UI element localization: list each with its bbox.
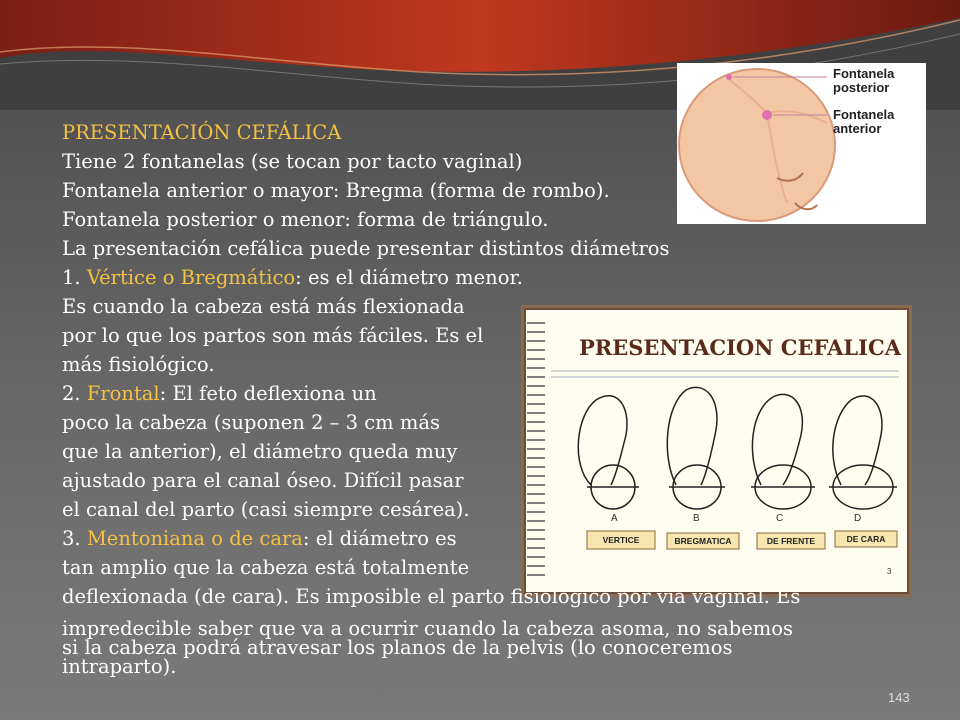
label-vertice: VERTICE [602, 535, 640, 545]
text-line: La presentación cefálica puede presentar distintos diámetros [62, 237, 670, 260]
text-line: Tiene 2 fontanelas (se tocan por tacto vaginal) [62, 150, 523, 173]
label-posterior-line1: Fontanela [833, 66, 895, 81]
letter-c: C [776, 513, 784, 524]
text-line: el canal del parto (casi siempre cesárea). [62, 498, 470, 521]
item-number: 1. [62, 266, 87, 289]
page-number: 143 [888, 690, 910, 705]
label-bregmatica: BREGMATICA [674, 536, 732, 546]
item-number: 3. [62, 527, 87, 550]
label-de-cara: DE CARA [846, 534, 886, 544]
item-number: 2. [62, 382, 87, 405]
tail-paragraph [62, 619, 922, 676]
text-line: intraparto). [62, 655, 177, 678]
text-line: por lo que los partos son más fáciles. Es el [62, 324, 484, 347]
label-posterior-line2: posterior [833, 80, 890, 95]
item-rest: : el diámetro es [302, 527, 457, 550]
text-line: Es cuando la cabeza está más flexionada [62, 295, 465, 318]
item-mentoniana [62, 524, 922, 553]
text-line: ajustado para el canal óseo. Difícil pasar [62, 469, 464, 492]
item-rest: : es el diámetro menor. [295, 266, 523, 289]
letter-d: D [854, 513, 862, 524]
item-frontal [62, 379, 922, 408]
item-rest: : El feto deflexiona un [159, 382, 377, 405]
text-line: Fontanela anterior o mayor: Bregma (forma de rombo). [62, 179, 610, 202]
notebook-page-mark: 3 [887, 567, 892, 576]
slide-body [62, 118, 922, 676]
slide-title: PRESENTACIÓN CEFÁLICA [62, 121, 342, 144]
presentation-figure-title: PRESENTACION CEFALICA [579, 335, 902, 360]
letter-a: A [611, 513, 618, 524]
label-fontanela-posterior [833, 67, 894, 95]
label-anterior-line1: Fontanela [833, 107, 895, 122]
text-line: deflexionada (de cara). Es imposible el parto fisiológico por vía vaginal. Es [62, 585, 801, 608]
item-vertice [62, 263, 922, 292]
letter-b: B [693, 513, 700, 524]
item-highlight: Mentoniana o de cara [86, 527, 303, 550]
text-line: Fontanela posterior o menor: forma de triángulo. [62, 208, 549, 231]
text-line: poco la cabeza (suponen 2 – 3 cm más [62, 411, 440, 434]
label-anterior-line2: anterior [833, 121, 882, 136]
item-highlight: Frontal [86, 382, 160, 405]
text-line: impredecible saber que va a ocurrir cuando la cabeza asoma, no sabemos [62, 617, 794, 640]
text-line: si la cabeza podrá atravesar los planos de la pelvis (lo conoceremos [62, 636, 733, 659]
item-highlight: Vértice o Bregmático [86, 266, 296, 289]
label-de-frente: DE FRENTE [766, 536, 816, 546]
text-line: más fisiológico. [62, 353, 215, 376]
text-line: que la anterior), el diámetro queda muy [62, 440, 458, 463]
text-line: tan amplio que la cabeza está totalmente [62, 556, 470, 579]
